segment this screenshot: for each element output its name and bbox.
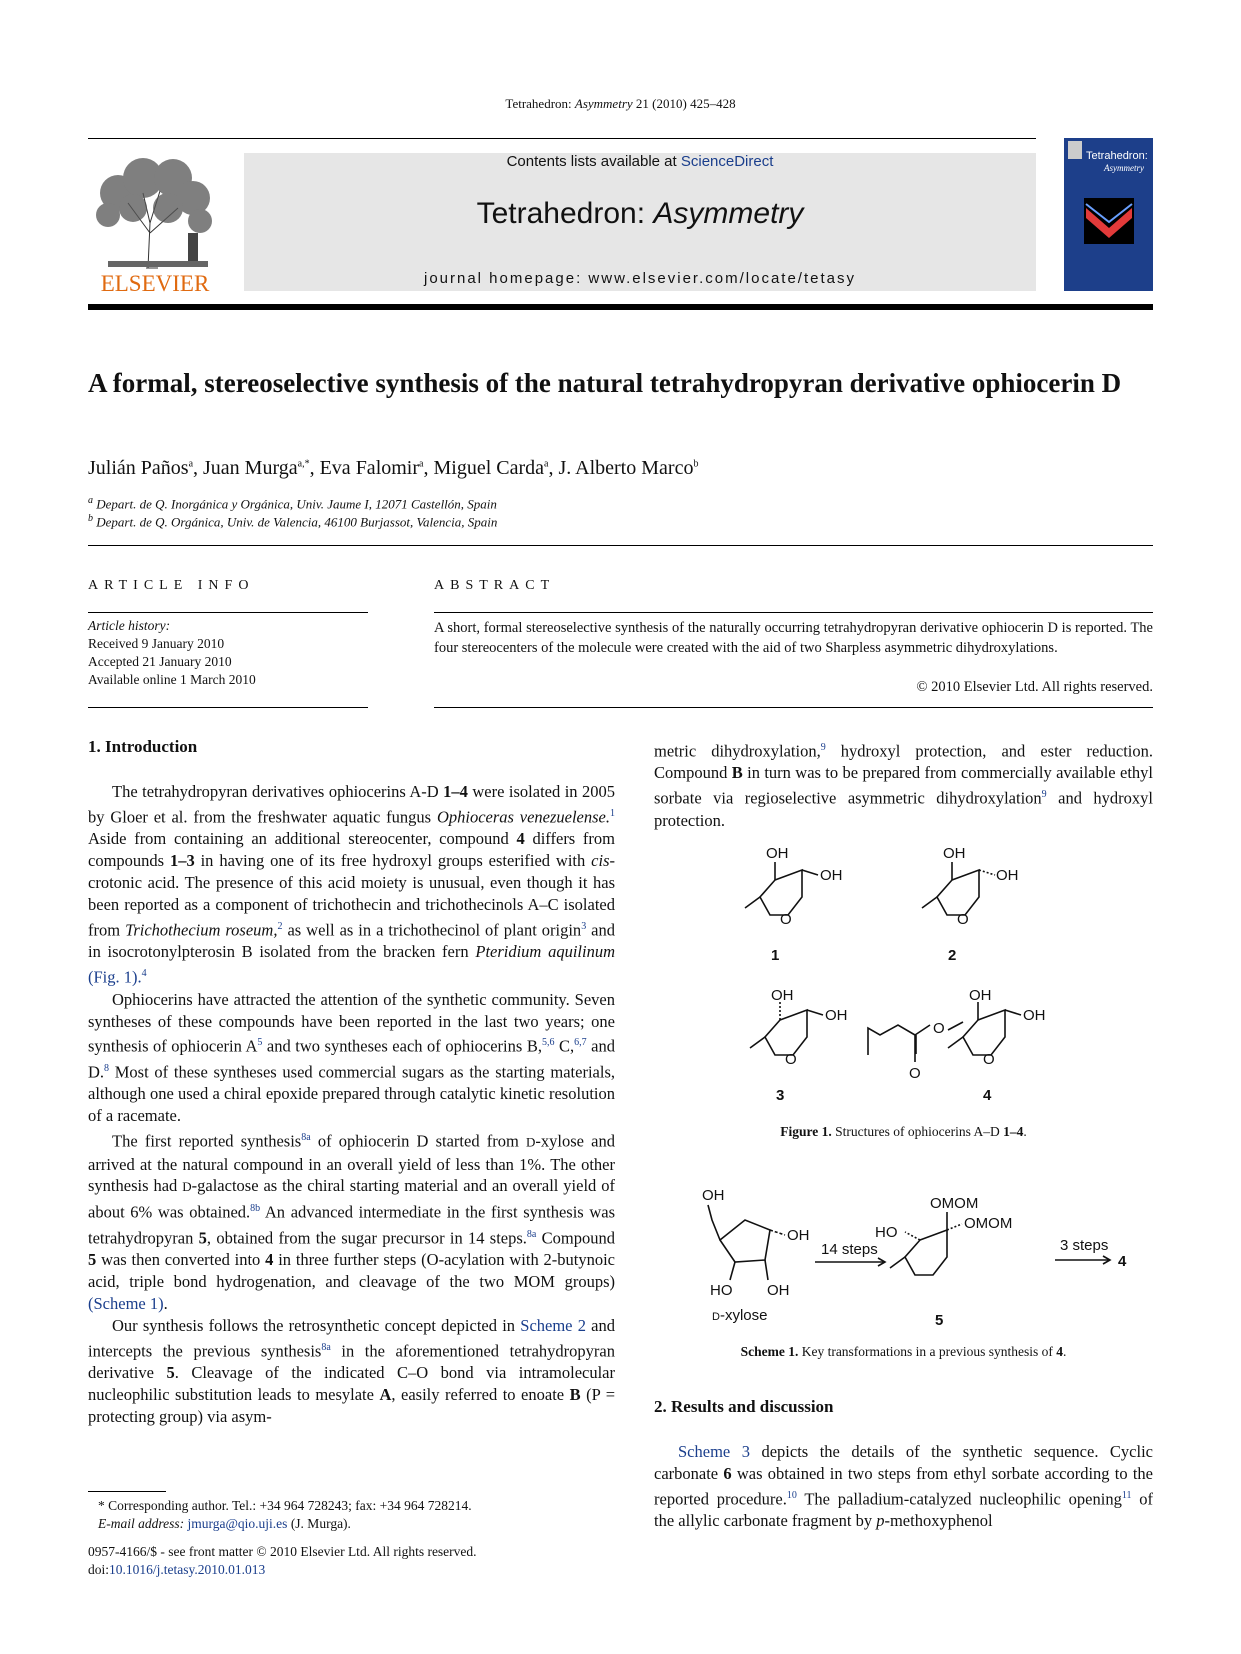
o-label: O	[909, 1065, 921, 1082]
oh-label: OH	[1023, 1007, 1046, 1024]
abstract-text: A short, formal stereoselective synthesis of the naturally occurring tetrahydropyran derivative ophiocerin D is reported. The four stereocenters of the molecule were created with the aid of two Sharpless asymmetric dihydroxylations.	[434, 620, 1153, 656]
scheme1-caption: Scheme 1. Key transformations in a previous synthesis of 4.	[740, 1344, 1067, 1359]
o-label: O	[780, 911, 792, 928]
ho-label: HO	[710, 1282, 733, 1299]
rule	[88, 545, 1153, 546]
header-rule	[88, 138, 1036, 139]
figure1-structures	[740, 840, 1080, 1110]
o-label: O	[785, 1051, 797, 1068]
oh-label: OH	[767, 1282, 790, 1299]
o-label: O	[983, 1051, 995, 1068]
journal-cover	[1064, 138, 1153, 291]
author-name: Julián Paños	[88, 457, 189, 479]
oh-label: OH	[996, 867, 1019, 884]
elsevier-logo	[88, 153, 222, 296]
figure1-caption: Figure 1. Structures of ophiocerins A–D 1–4.	[780, 1124, 1027, 1139]
section-heading: 1. Introduction	[88, 737, 198, 756]
article-info-heading: ARTICLE INFO	[88, 578, 255, 593]
paragraph: The first reported synthesis$^{8a}$ of ophiocerin D started from D-xylose and arrived at the natural compound in an overall yield of less than 1%. The other synthesis had D-galactose as the chiral starting material and an overall yield of about 6% was obtained.$^{8b}$ An advanced intermediate in the first synthesis was tetrahydropyran 5, obtained from the sugar precursor in 14 steps.$^{8a}$ Compound 5 was then converted into 4 in three further steps (O-acylation with 2-butynoic acid, triple bond hydrogenation, and cleavage of the two MOM groups) (Scheme 1).	[88, 1131, 616, 1313]
oh-label: OH	[702, 1187, 725, 1204]
cover-art-icon	[1084, 198, 1134, 244]
affiliation-b: $^b$ Depart. de Q. Orgánica, Univ. de Valencia, 46100 Burjassot, Valencia, Spain	[88, 513, 498, 530]
intro-body	[88, 781, 615, 1428]
cover-badge	[1068, 141, 1082, 159]
omom-label: OMOM	[964, 1215, 1013, 1232]
oh-label: OH	[943, 845, 966, 862]
paragraph: Our synthesis follows the retrosynthetic concept depicted in Scheme 2 and intercepts the previous synthesis$^{8a}$ in the aforementioned tetrahydropyran derivative 5. Cleavage of the indicated C–O bond via intramolecular nucleophilic substitution leads to mesylate A, easily referred to enoate B (P = protecting group) via asym-	[88, 1315, 616, 1426]
o-label: O	[933, 1020, 945, 1037]
paragraph: metric dihydroxylation,$^9$ hydroxyl protection, and ester reduction. Compound B in turn was to be prepared from commercially available ethyl sorbate via regioselective asymmetric dihydroxylation$^9$ and hydroxyl protection.	[654, 741, 1154, 830]
author-name: J. Alberto Marco	[558, 457, 694, 479]
fig1-link[interactable]: (Fig. 1).	[88, 967, 142, 987]
running-header: Tetrahedron: Asymmetry 21 (2010) 425–428	[505, 96, 736, 111]
masthead-rule	[88, 304, 1153, 310]
compound-label: 5	[935, 1312, 944, 1329]
steps-label: 3 steps	[1060, 1237, 1109, 1254]
copyright: © 2010 Elsevier Ltd. All rights reserved.	[916, 679, 1153, 695]
results-body	[654, 1441, 1153, 1532]
footnote-corresponding: * Corresponding author. Tel.: +34 964 728243; fax: +34 964 728214. E-mail address: jmurga@qio.uji.es (J. Murga).	[98, 1498, 472, 1531]
xylose-label: D-xylose	[712, 1307, 768, 1324]
authors: Julián Paños$^a$, Juan Murga$^{a,*}$, Eva Falomir$^a$, Miguel Carda$^a$, J. Alberto Marco$^b$	[88, 457, 699, 479]
rule	[434, 707, 1153, 708]
paragraph: The tetrahydropyran derivatives ophiocerins A-D 1–4 were isolated in 2005 by Gloer et al. from the freshwater aquatic fungus Ophioceras venezuelense.$^1$ Aside from containing an additional stereocenter, compound 4 differs from compounds 1–3 in having one of its free hydroxyl groups esterified with cis-crotonic acid. The presence of this acid moiety is unusual, even though it has been reported as a component of trichothecin and trichothecinols A–C isolated from Trichothecium roseum,$^2$ as well as in a trichothecinol of plant origin$^3$ and in isocrotonylpterosin B isolated from the bracken fern Pteridium aquilinum (Fig. 1).$^4$	[88, 782, 616, 987]
oh-label: OH	[787, 1227, 810, 1244]
footnote-rule	[88, 1491, 166, 1492]
scheme3-link[interactable]: Scheme 3	[678, 1442, 750, 1461]
journal-title: Tetrahedron: Asymmetry	[476, 197, 804, 230]
rule	[88, 707, 368, 708]
cover-title: Tetrahedron:	[1086, 150, 1148, 162]
author-name: Eva Falomir	[319, 457, 420, 479]
scheme1-link[interactable]: (Scheme 1)	[88, 1293, 164, 1313]
o-label: O	[957, 911, 969, 928]
compound-label: 4	[983, 1087, 992, 1104]
oh-label: OH	[969, 987, 992, 1004]
contents-line: Contents lists available at ScienceDirect	[506, 153, 774, 170]
compound-label: 3	[776, 1087, 785, 1104]
cover-subtitle: Asymmetry	[1104, 163, 1144, 173]
publisher-name: ELSEVIER	[100, 271, 210, 296]
article-history: Article history: Received 9 January 2010 Accepted 21 January 2010 Available online 1 March 2010	[88, 618, 256, 687]
author-name: Juan Murga	[203, 457, 298, 479]
compound-label: 2	[948, 947, 957, 964]
affiliation-a: $^a$ Depart. de Q. Inorgánica y Orgánica, Univ. Jaume I, 12071 Castellón, Spain	[88, 495, 497, 512]
steps-label: 14 steps	[821, 1241, 878, 1258]
oh-label: OH	[771, 987, 794, 1004]
paragraph: Ophiocerins have attracted the attention of the synthetic community. Seven syntheses of these compounds have been reported in the last two years; one synthesis of ophiocerin $A^5$ and two syntheses each of ophiocerins B,$^{5,6}$ C,$^{6,7}$ and D.$^8$ Most of these syntheses used commercial sugars as the starting materials, although one used a chiral epoxide prepared through catalytic kinetic resolution of a racemate.	[88, 989, 615, 1126]
rule	[88, 612, 368, 613]
oh-label: OH	[825, 1007, 848, 1024]
email-link[interactable]: jmurga@qio.uji.es	[187, 1516, 288, 1531]
author-name: Miguel Carda	[433, 457, 545, 479]
journal-homepage[interactable]: journal homepage: www.elsevier.com/locate/tetasy	[423, 270, 856, 287]
oh-label: OH	[766, 845, 789, 862]
compound-label: 4	[1118, 1253, 1127, 1270]
right-column-top	[654, 737, 1153, 832]
abstract-heading: ABSTRACT	[434, 578, 556, 593]
sciencedirect-link[interactable]: ScienceDirect	[680, 153, 774, 170]
journal-banner	[244, 153, 1036, 291]
footer-issn: 0957-4166/$ - see front matter © 2010 Elsevier Ltd. All rights reserved. doi:10.1016/j.tetasy.2010.01.013	[88, 1544, 477, 1577]
ho-label: HO	[875, 1224, 898, 1241]
doi-link[interactable]: 10.1016/j.tetasy.2010.01.013	[109, 1562, 266, 1577]
tree-icon	[88, 153, 222, 271]
compound-label: 1	[771, 947, 780, 964]
rule	[434, 612, 1153, 613]
scheme2-link[interactable]: Scheme 2	[520, 1315, 586, 1335]
scheme1-diagram	[690, 1180, 1150, 1329]
article-title: A formal, stereoselective synthesis of the natural tetrahydropyran derivative ophiocerin D	[88, 368, 1122, 398]
oh-label: OH	[820, 867, 843, 884]
section-heading: 2. Results and discussion	[654, 1397, 834, 1416]
paragraph: Scheme 3 depicts the details of the synthetic sequence. Cyclic carbonate 6 was obtained in two steps from ethyl sorbate according to the reported procedure.$^{10}$ The palladium-catalyzed nucleophilic opening$^{11}$ of the allylic carbonate fragment by p-methoxyphenol	[654, 1442, 1154, 1531]
omom-label: OMOM	[930, 1195, 979, 1212]
